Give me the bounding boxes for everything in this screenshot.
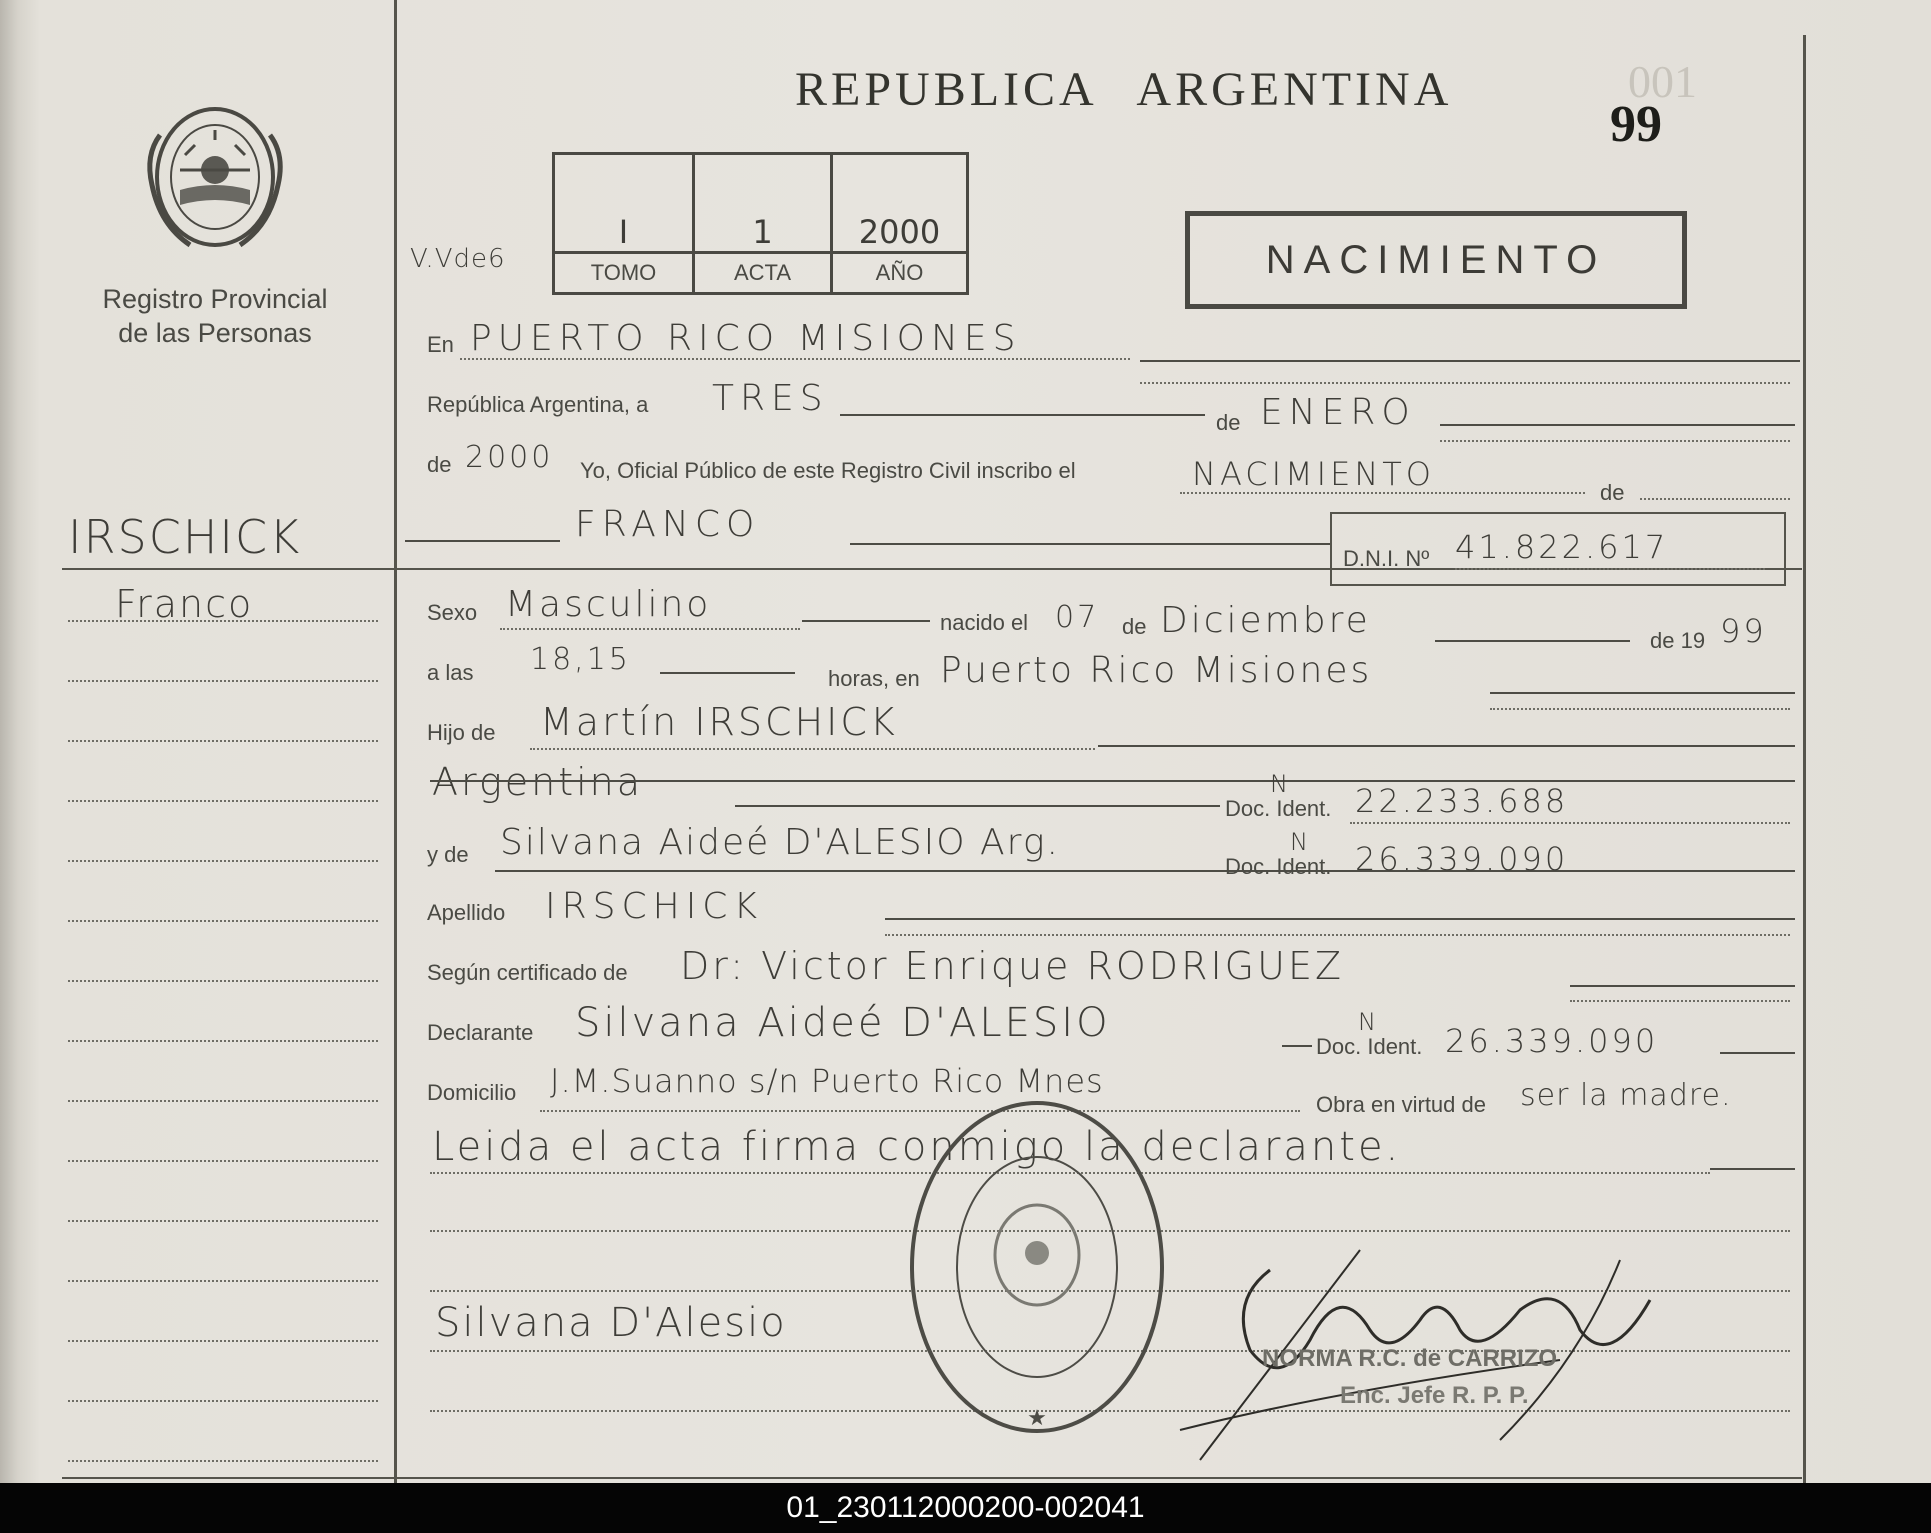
margin-rule [68,920,378,922]
hour-value: 18,15 [530,642,631,677]
leida-statement: Leida el acta firma conmigo la declarante. [432,1124,1402,1170]
record-type: NACIMIENTO [1265,237,1607,282]
mother-doc-value: 26.339.090 [1355,840,1569,878]
image-id: 01_230112000200-002041 [786,1491,1145,1524]
field-rule [1455,568,1765,570]
margin-rule [68,1100,378,1102]
svg-text:★: ★ [1027,1405,1047,1430]
field-rule [885,934,1790,936]
de-label-3: de [1122,614,1147,639]
field-rule [1440,424,1795,426]
field-rule [495,870,1795,872]
official-title: Enc. Jefe R. P. P. [1340,1382,1529,1409]
inscribo-value: NACIMIENTO [1192,455,1435,493]
tomo-label: TOMO [555,251,692,292]
horas-label: horas, en [828,666,920,691]
anio-label: AÑO [833,251,966,292]
anio-value: 2000 [858,213,941,251]
declarante-doc-value: 26.339.090 [1445,1022,1659,1060]
yo-label: Yo, Oficial Público de este Registro Civil inscribo el [580,458,1076,483]
apellido-label: Apellido [427,900,506,925]
hijo-label: Hijo de [427,720,496,745]
field-rule [1440,440,1790,442]
birth-year-value: 99 [1720,612,1767,650]
father-doc-value: 22.233.688 [1355,782,1569,820]
segun-label: Según certificado de [427,960,628,985]
field-rule [1570,985,1795,987]
field-rule [405,540,560,542]
mother-value: Silvana Aideé D'ALESIO Arg. [500,822,1060,863]
obra-value: ser la madre. [1520,1078,1732,1113]
left-column-divider [394,0,397,1483]
field-rule [1490,692,1795,694]
year-value: 2000 [465,440,554,475]
dni-value: 41.822.617 [1455,528,1669,566]
field-rule [1140,360,1800,362]
dni-label: D.N.I. Nº [1343,546,1430,571]
obra-label: Obra en virtud de [1316,1092,1486,1117]
margin-note: V.Vde6 [410,244,506,274]
field-rule [1098,745,1795,747]
en-value: PUERTO RICO MISIONES [470,318,1022,359]
margin-rule [68,1340,378,1342]
acta-label: ACTA [695,251,830,292]
given-name-value: FRANCO [575,504,761,545]
field-rule [840,414,1205,416]
declarante-doc-label: Doc. Ident. [1316,1034,1423,1059]
field-rule [1490,708,1790,710]
faint-stamp-number: 001 [1628,56,1697,107]
margin-rule [68,1460,378,1462]
bottom-rule [62,1477,1802,1479]
margin-rule [68,1280,378,1282]
tomo-value: I [618,213,629,251]
domicilio-value: J.M.Suanno s/n Puerto Rico Mnes [550,1062,1104,1100]
republica-label: República Argentina, a [427,392,649,417]
tomo-cell [555,155,695,292]
declarante-value: Silvana Aideé D'ALESIO [575,1000,1111,1046]
registry-label-line2: de las Personas [118,318,312,348]
book-reference-box [552,152,969,295]
field-rule [1435,640,1630,642]
sexo-label: Sexo [427,600,478,625]
field-rule [1282,1045,1312,1047]
day-value: TRES [712,378,829,419]
field-rule [885,918,1795,920]
province-seal-icon [140,95,290,260]
margin-surname: IRSCHICK [68,510,302,564]
anio-cell [833,155,966,292]
official-name: NORMA R.C. de CARRIZO [1262,1345,1558,1372]
registry-label [80,282,350,350]
declarante-doc-n-mark: N [1358,1008,1379,1036]
field-rule [735,805,1220,807]
margin-rule [68,980,378,982]
father-nationality: Argentina [432,760,644,804]
field-rule [1180,492,1585,494]
de-year-label: de [427,452,452,477]
field-rule [1720,1052,1795,1054]
margin-rule [68,800,378,802]
nacido-label: nacido el [940,610,1029,635]
yde-label: y de [427,842,469,867]
field-rule [802,620,930,622]
field-rule [460,358,1130,360]
margin-rule [68,1400,378,1402]
act-number: 99 [1610,96,1662,153]
birth-day-value: 07 [1055,600,1100,635]
en-label: En [427,332,454,357]
margin-rule [68,860,378,862]
sexo-value: Masculino [505,584,712,625]
field-rule [430,780,1795,782]
field-rule [850,543,1330,545]
acta-cell [695,155,833,292]
image-id-bar [0,1483,1931,1533]
registry-label-line1: Registro Provincial [102,284,328,314]
field-rule [660,672,795,674]
declarant-signature: Silvana D'Alesio [435,1300,787,1346]
alas-label: a las [427,660,474,685]
mother-doc-n-mark: N [1290,828,1311,856]
field-rule [530,748,1095,750]
certificate-value: Dr: Victor Enrique RODRIGUEZ [680,944,1344,988]
field-rule [1350,822,1790,824]
margin-rule [68,680,378,682]
de-label-2: de [1600,480,1625,505]
domicilio-label: Domicilio [427,1080,517,1105]
field-rule [1570,1000,1790,1002]
record-type-box [1185,211,1687,309]
field-rule [500,628,800,630]
de-label: de [1216,410,1241,435]
field-rule [1640,498,1790,500]
document-title: REPUBLICA ARGENTINA [795,63,1453,116]
apellido-value: IRSCHICK [545,886,764,927]
month-value: ENERO [1260,392,1416,433]
father-value: Martín IRSCHICK [540,700,898,744]
acta-value: 1 [752,213,773,251]
field-rule [1140,382,1790,384]
margin-rule [68,740,378,742]
right-border [1803,35,1806,1483]
margin-rule [68,1220,378,1222]
place-value: Puerto Rico Misiones [940,650,1373,691]
de-19-label: de 19 [1650,628,1706,653]
mother-doc-label: Doc. Ident. [1225,854,1332,879]
father-doc-label: Doc. Ident. [1225,796,1332,821]
declarante-label: Declarante [427,1020,534,1045]
field-rule [1710,1168,1795,1170]
registry-stamp-icon [905,1095,1169,1440]
margin-rule [68,1040,378,1042]
father-doc-n-mark: N [1270,770,1291,798]
birth-month-value: Diciembre [1160,600,1371,641]
margin-rule [68,1160,378,1162]
margin-given-name: Franco [115,582,254,626]
